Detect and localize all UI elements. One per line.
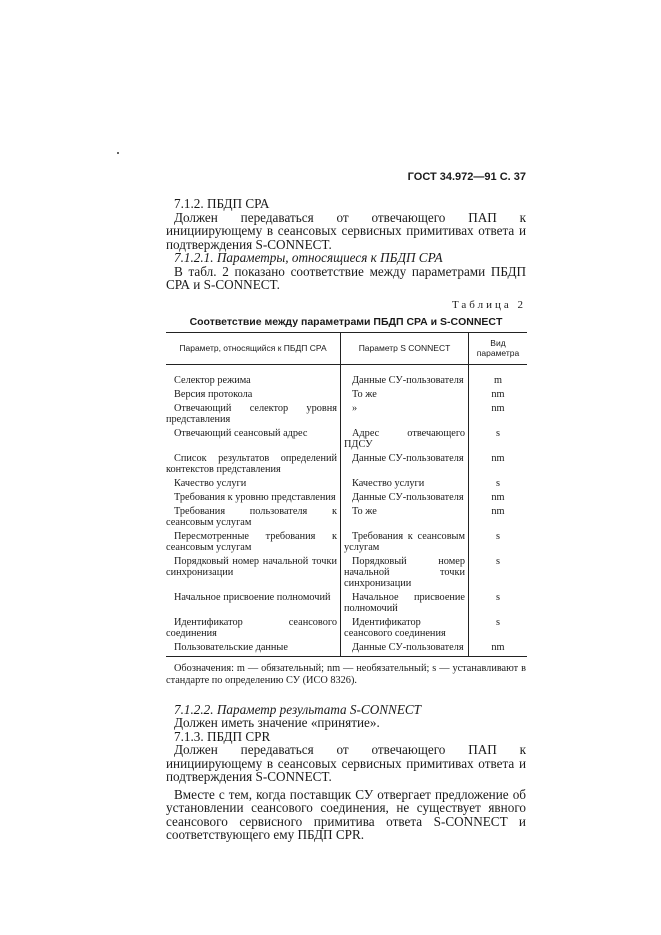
column-header: Вид параметра <box>469 332 528 364</box>
table-row <box>166 556 527 592</box>
table-number: Таблица 2 <box>451 298 526 311</box>
parameter-cell: Селектор режима <box>166 364 341 389</box>
paragraph: Должен передаваться от отвечающего ПАП к инициирующему в сеансовых сервисных примитивах ответа и подтверждения S-CONNECT. <box>166 742 526 784</box>
s-connect-cell: То же <box>341 506 469 531</box>
table-row <box>166 453 527 478</box>
parameter-cell: Отвечающий сеансовый адрес <box>166 428 341 453</box>
type-cell: m <box>493 374 502 386</box>
parameter-cell: Качество услуги <box>166 478 341 492</box>
parameter-cell: Отвечающий селектор уровня представления <box>166 403 341 428</box>
paragraph: Должен иметь значение «принятие». <box>174 715 380 730</box>
s-connect-cell: Данные СУ-пользователя <box>341 453 469 478</box>
type-cell: nm <box>469 642 528 657</box>
type-cell: s <box>495 591 500 603</box>
parameter-cell: Требования пользователя к сеансовым услугам <box>166 506 341 531</box>
parameter-table <box>166 332 527 657</box>
section-7-1-2 <box>166 197 526 292</box>
type-cell: s <box>495 530 500 542</box>
column-header: Параметр, относящийся к ПБДП СРА <box>166 332 341 364</box>
s-connect-cell: Адрес отвечающего ПДСУ <box>341 428 469 453</box>
s-connect-cell: То же <box>341 389 469 403</box>
table-row <box>166 403 527 428</box>
parameter-cell: Список результатов определений контекстов представления <box>166 453 341 478</box>
table-header-row <box>166 332 527 364</box>
table-row <box>166 531 527 556</box>
paragraph: Должен передаваться от отвечающего ПАП к инициирующему в сеансовых сервисных примитивах ответа и подтверждения S-CONNECT. <box>166 209 526 252</box>
type-cell: s <box>495 477 500 489</box>
table-row <box>166 642 527 657</box>
type-cell: nm <box>491 491 505 503</box>
type-cell: nm <box>491 505 505 517</box>
table-row <box>166 428 527 453</box>
s-connect-cell: Начальное присвоение полномочий <box>341 592 469 617</box>
column-header: Параметр S CONNECT <box>341 332 469 364</box>
table-note: Обозначения: m — обязательный; nm — необязательный; s — устанавливают в стандарте по определению СУ (ИСО 8326). <box>166 662 526 686</box>
parameter-cell: Версия протокола <box>166 389 341 403</box>
table-title: Соответствие между параметрами ПБДП СРА и S-CONNECT <box>189 315 503 328</box>
table-row <box>166 364 527 389</box>
s-connect-cell: Требования к сеансовым услугам <box>341 531 469 556</box>
s-connect-cell: Идентификатор сеансового соединения <box>341 617 469 642</box>
section-title: 7.1.2.2. Параметр результата S-CONNECT <box>174 701 422 717</box>
parameter-cell: Пересмотренные требования к сеансовым услугам <box>166 531 341 556</box>
type-cell: nm <box>491 388 505 400</box>
table-row <box>166 506 527 531</box>
scan-speck <box>117 152 119 154</box>
parameter-cell: Требования к уровню представления <box>166 492 341 506</box>
s-connect-cell: Качество услуги <box>341 478 469 492</box>
table-row <box>166 389 527 403</box>
table-row <box>166 478 527 492</box>
section-title: 7.1.2. ПБДП СРА <box>174 196 270 211</box>
type-cell: s <box>495 427 500 439</box>
type-cell: s <box>495 555 500 567</box>
s-connect-cell: Порядковый номер начальной точки синхронизации <box>341 556 469 592</box>
section-7-1-2-2 <box>166 703 526 842</box>
s-connect-cell: Данные СУ-пользователя <box>341 364 469 389</box>
paragraph: Вместе с тем, когда поставщик СУ отвергает предложение об установлении сеансового соединения, не существует явного сеансового сервисного примитива ответа S-CONNECT и соответствующего ему ПБДП CPR. <box>166 786 526 842</box>
type-cell: nm <box>491 402 505 414</box>
table-row <box>166 492 527 506</box>
type-cell: s <box>495 616 500 628</box>
parameter-cell: Порядковый номер начальной точки синхронизации <box>166 556 341 592</box>
section-title: 7.1.3. ПБДП CPR <box>174 728 271 744</box>
page-header: ГОСТ 34.972—91 С. 37 <box>407 171 526 183</box>
type-cell: nm <box>491 452 505 464</box>
parameter-cell: Начальное присвоение полномочий <box>166 592 341 617</box>
s-connect-cell: » <box>341 403 469 428</box>
parameter-cell: Идентификатор сеансового соединения <box>166 617 341 642</box>
table-row <box>166 617 527 642</box>
parameter-cell: Пользовательские данные <box>166 642 341 657</box>
s-connect-cell: Данные СУ-пользователя <box>341 642 469 657</box>
table-row <box>166 592 527 617</box>
paragraph: В табл. 2 показано соответствие между параметрами ПБДП СРА и S-CONNECT. <box>166 263 526 292</box>
s-connect-cell: Данные СУ-пользователя <box>341 492 469 506</box>
section-title: 7.1.2.1. Параметры, относящиеся к ПБДП СРА <box>174 250 443 265</box>
page-content <box>166 0 526 882</box>
